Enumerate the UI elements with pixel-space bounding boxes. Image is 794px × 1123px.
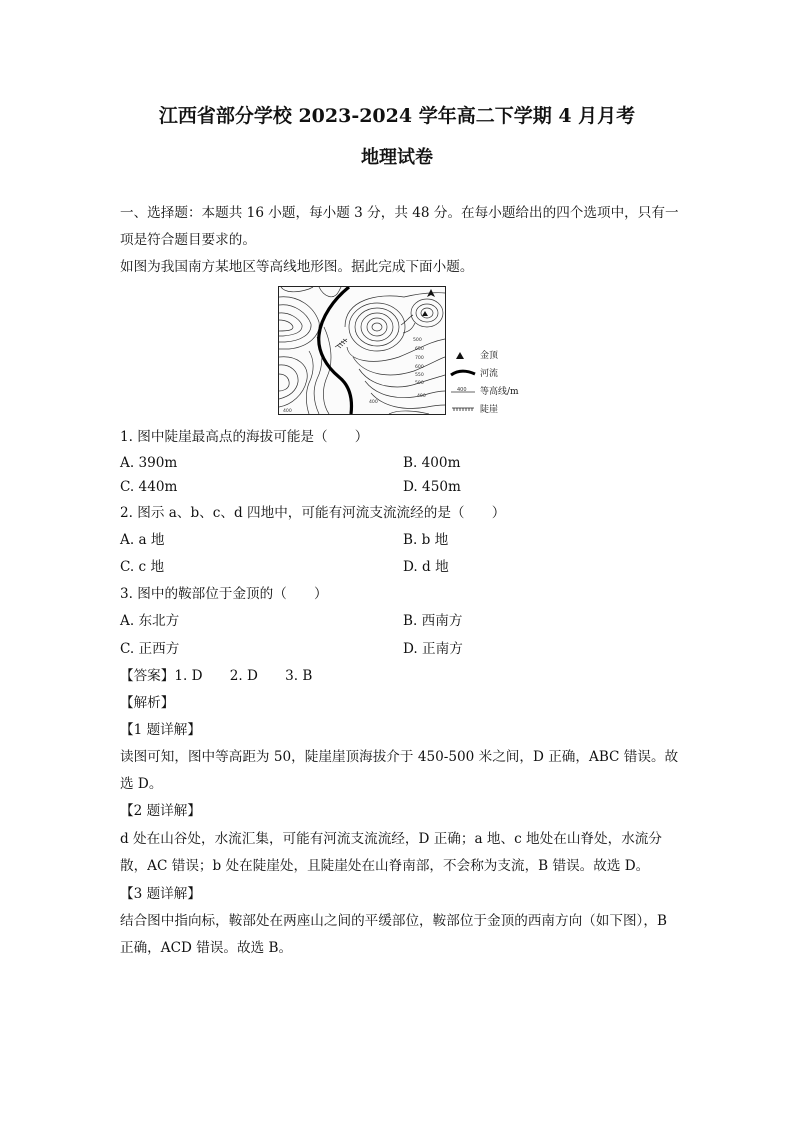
detail-3-heading: 【3 题详解】 — [120, 886, 201, 902]
contour-map-drawing — [279, 287, 445, 414]
detail-2-heading: 【2 题详解】 — [120, 803, 201, 819]
legend-label-cliff: 陡崖 — [480, 405, 499, 415]
question-2-option-b: B. b 地 — [403, 532, 449, 548]
legend-label-river: 河流 — [480, 369, 499, 379]
detail-1-heading: 【1 题详解】 — [120, 722, 201, 738]
question-3-option-c: C. 正西方 — [120, 641, 180, 657]
contour-label-550: 550 — [415, 373, 424, 378]
question-1-option-b: B. 400m — [403, 455, 461, 471]
detail-2-line-1: d 处在山谷处，水流汇集，可能有河流支流流经，D 正确；a 地、c 地处在山脊处，水流分 — [120, 831, 662, 847]
contour-map — [278, 286, 446, 415]
question-2-option-c: C. c 地 — [120, 559, 165, 575]
detail-3-line-2: 正确，ACD 错误。故选 B。 — [120, 940, 293, 956]
peak-triangle-icon — [450, 348, 476, 362]
question-1-option-c: C. 440m — [120, 479, 178, 495]
contour-label-700: 700 — [415, 356, 424, 361]
question-3-option-a: A. 东北方 — [120, 613, 180, 629]
question-3-option-d: D. 正南方 — [403, 641, 463, 657]
title-line-2: 地理试卷 — [361, 147, 433, 168]
cliff-line-icon — [450, 402, 476, 416]
question-1-option-d: D. 450m — [403, 479, 461, 495]
detail-1-line-2: 选 D。 — [120, 776, 163, 792]
answer-line: 【答案】1. D 2. D 3. B — [120, 668, 313, 684]
legend-label-contour: 等高线/m — [480, 387, 519, 397]
river-line-icon — [450, 366, 476, 380]
contour-label-500-lower: 500 — [415, 381, 424, 386]
contour-label-400-left: 400 — [283, 409, 292, 414]
section-intro-line-2: 项是符合题目要求的。 — [120, 232, 256, 248]
detail-3-line-1: 结合图中指向标，鞍部处在两座山之间的平缓部位，鞍部位于金顶的西南方向（如下图），B — [120, 913, 667, 929]
contour-label-650: 650 — [415, 347, 424, 352]
contour-line-icon — [450, 384, 476, 398]
map-legend — [450, 348, 540, 418]
contour-label-500-right: 500 — [413, 338, 422, 343]
question-2-option-d: D. d 地 — [403, 559, 449, 575]
section-intro-line-1: 一、选择题：本题共 16 小题，每小题 3 分，共 48 分。在每小题给出的四个选项中，只有一 — [120, 205, 679, 221]
contour-label-400-right: 400 — [417, 394, 426, 399]
contour-label-400-bottom: 400 — [369, 400, 378, 405]
question-2-stem: 2. 图示 a、b、c、d 四地中，可能有河流支流流经的是（ ） — [120, 505, 506, 521]
contour-label-600: 600 — [415, 365, 424, 370]
question-2-option-a: A. a 地 — [120, 532, 165, 548]
peak-marker-icon — [422, 311, 428, 316]
analysis-heading: 【解析】 — [120, 695, 175, 711]
detail-1-line-1: 读图可知，图中等高距为 50，陡崖崖顶海拔介于 450-500 米之间，D 正确，ABC 错误。故 — [120, 749, 679, 765]
question-3-stem: 3. 图中的鞍部位于金顶的（ ） — [120, 586, 328, 602]
legend-contour-value: 400 — [457, 387, 467, 393]
map-intro: 如图为我国南方某地区等高线地形图。据此完成下面小题。 — [120, 259, 474, 275]
question-1-stem: 1. 图中陡崖最高点的海拔可能是（ ） — [120, 429, 369, 445]
title-line-1: 江西省部分学校 2023-2024 学年高二下学期 4 月月考 — [158, 105, 636, 127]
detail-2-line-2: 散，AC 错误；b 处在陡崖处，且陡崖处在山脊南部，不会称为支流，B 错误。故选 D。 — [120, 858, 650, 874]
question-3-option-b: B. 西南方 — [403, 613, 463, 629]
question-1-option-a: A. 390m — [120, 455, 178, 471]
legend-label-peak: 金顶 — [480, 351, 499, 361]
